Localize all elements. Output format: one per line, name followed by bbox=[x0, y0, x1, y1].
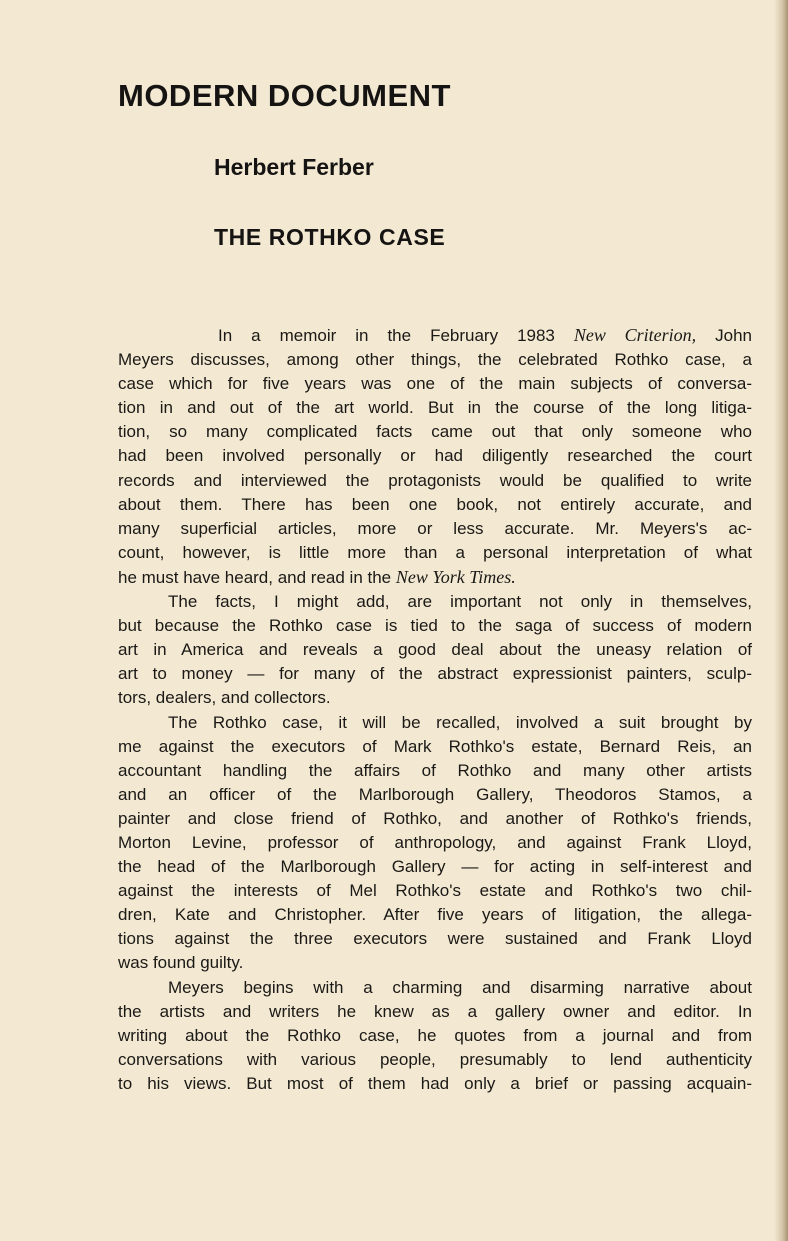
text-segment: art to money — for many of the abstract expressionist painters, sculp- bbox=[118, 664, 752, 684]
text-line bbox=[118, 903, 752, 927]
text-segment: me against the executors of Mark Rothko's estate, Bernard Reis, an bbox=[118, 736, 752, 756]
text-line bbox=[118, 951, 752, 975]
text-segment: Meyers discusses, among other things, the celebrated Rothko case, a bbox=[118, 350, 752, 370]
italic-title: New Criterion, bbox=[573, 325, 697, 345]
text-line bbox=[118, 1048, 752, 1072]
text-line bbox=[118, 565, 752, 590]
text-segment: accountant handling the affairs of Rothko and many other artists bbox=[118, 760, 752, 780]
text-line bbox=[118, 783, 752, 807]
text-segment: The facts, I might add, are important not only in themselves, bbox=[168, 592, 752, 612]
text-segment: he must have heard, and read in the bbox=[118, 567, 396, 587]
text-line bbox=[118, 638, 752, 662]
text-segment: to his views. But most of them had only a brief or passing acquain- bbox=[118, 1073, 752, 1093]
text-segment: was found guilty. bbox=[118, 953, 244, 973]
text-line bbox=[118, 759, 752, 783]
text-line bbox=[118, 541, 752, 565]
text-line bbox=[118, 372, 752, 396]
text-segment: case which for five years was one of the main subjects of conversa- bbox=[118, 374, 752, 394]
text-segment: and an officer of the Marlborough Gallery, Theodoros Stamos, a bbox=[118, 784, 752, 804]
text-segment: writing about the Rothko case, he quotes from a journal and from bbox=[118, 1025, 752, 1045]
text-line bbox=[118, 976, 752, 1000]
text-segment: tions against the three executors were sustained and Frank Lloyd bbox=[118, 929, 752, 949]
text-line bbox=[118, 807, 752, 831]
text-segment: the artists and writers he knew as a gallery owner and editor. In bbox=[118, 1001, 752, 1021]
text-segment: but because the Rothko case is tied to the saga of success of modern bbox=[118, 616, 752, 636]
text-segment: painter and close friend of Rothko, and another of Rothko's friends, bbox=[118, 808, 752, 828]
text-segment: tion, so many complicated facts came out that only someone who bbox=[118, 422, 752, 442]
text-segment: tors, dealers, and collectors. bbox=[118, 688, 331, 708]
text-segment: count, however, is little more than a personal interpretation of what bbox=[118, 542, 752, 562]
text-segment: dren, Kate and Christopher. After five years of litigation, the allega- bbox=[118, 905, 752, 925]
text-line bbox=[118, 735, 752, 759]
text-line bbox=[118, 493, 752, 517]
text-segment: had been involved personally or had diligently researched the court bbox=[118, 446, 752, 466]
section-label: MODERN DOCUMENT bbox=[118, 78, 451, 113]
article-body bbox=[118, 323, 752, 1096]
article-title: THE ROTHKO CASE bbox=[214, 224, 446, 250]
text-line bbox=[118, 590, 752, 614]
text-segment: the head of the Marlborough Gallery — for acting in self-interest and bbox=[118, 857, 752, 877]
text-line bbox=[118, 1000, 752, 1024]
text-segment: The Rothko case, it will be recalled, involved a suit brought by bbox=[168, 712, 752, 732]
text-line bbox=[118, 323, 752, 348]
text-line bbox=[118, 831, 752, 855]
author-name: Herbert Ferber bbox=[214, 154, 374, 180]
text-segment: many superficial articles, more or less accurate. Mr. Meyers's ac- bbox=[118, 518, 752, 538]
text-segment: Morton Levine, professor of anthropology, and against Frank Lloyd, bbox=[118, 832, 752, 852]
text-line bbox=[118, 879, 752, 903]
text-line bbox=[118, 517, 752, 541]
text-segment: John bbox=[696, 326, 753, 345]
text-line bbox=[118, 444, 752, 468]
text-segment: art in America and reveals a good deal about the uneasy relation of bbox=[118, 640, 752, 660]
text-line bbox=[118, 614, 752, 638]
text-segment: Meyers begins with a charming and disarming narrative about bbox=[168, 977, 752, 997]
text-line bbox=[118, 686, 752, 710]
text-segment: In a memoir in the February 1983 bbox=[218, 326, 574, 345]
text-segment: about them. There has been one book, not entirely accurate, and bbox=[118, 494, 752, 514]
text-segment: records and interviewed the protagonists would be qualified to write bbox=[118, 470, 752, 490]
text-line bbox=[118, 1024, 752, 1048]
text-segment: conversations with various people, presumably to lend authenticity bbox=[118, 1049, 752, 1069]
text-segment: against the interests of Mel Rothko's estate and Rothko's two chil- bbox=[118, 881, 752, 901]
text-line bbox=[118, 855, 752, 879]
text-line bbox=[118, 348, 752, 372]
text-line bbox=[118, 396, 752, 420]
text-line bbox=[118, 662, 752, 686]
text-line bbox=[118, 927, 752, 951]
text-line bbox=[118, 469, 752, 493]
page-edge-shadow bbox=[774, 0, 788, 1241]
text-segment: tion in and out of the art world. But in the course of the long litiga- bbox=[118, 398, 752, 418]
text-line bbox=[118, 420, 752, 444]
italic-title: New York Times. bbox=[395, 566, 516, 587]
text-line bbox=[118, 711, 752, 735]
text-line bbox=[118, 1072, 752, 1096]
